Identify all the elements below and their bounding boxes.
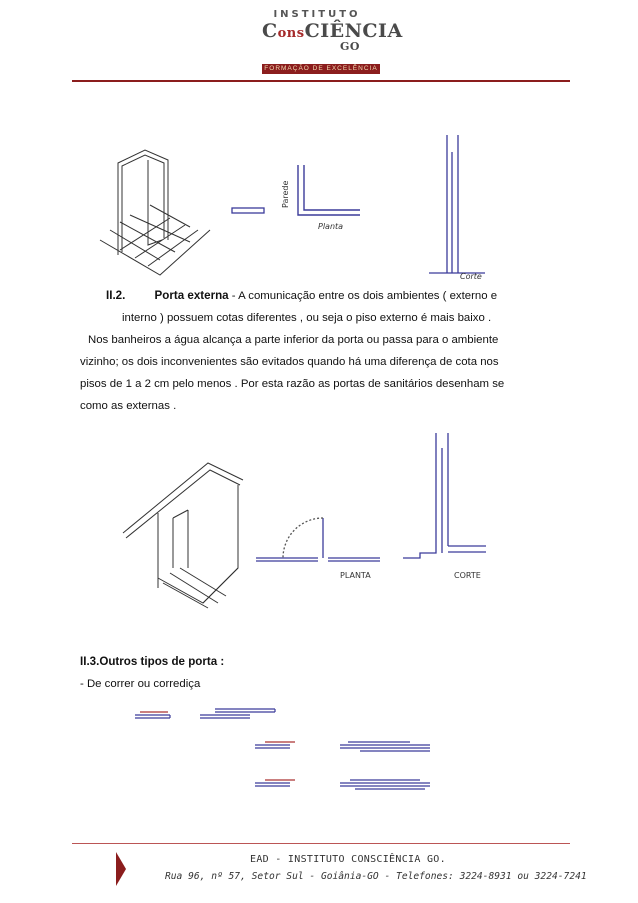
footer-address: Rua 96, nº 57, Setor Sul - Goiânia-GO - Telefones: 3224-8931 ou 3224-7241 <box>165 871 587 882</box>
section-2-line6: como as externas . <box>80 400 177 412</box>
figure-sliding-doors <box>130 705 450 805</box>
sliding-door-diagram-6 <box>340 780 430 789</box>
sliding-door-diagram-2 <box>200 709 275 718</box>
section-label: Corte <box>460 272 482 280</box>
section-3-item1: - De correr ou corrediça <box>80 678 201 690</box>
logo-ons: ons <box>277 26 305 41</box>
section-2-number: II.2. <box>106 289 126 302</box>
wall-label: Parede <box>281 180 290 208</box>
section-2-line3: Nos banheiros a água alcança a parte inferior da porta ou passa para o ambiente <box>88 334 499 346</box>
wall-plan-drawing <box>298 165 360 215</box>
external-door-plan <box>256 518 380 561</box>
door-perspective-drawing <box>100 150 210 275</box>
logo-ciencia: CIÊNCIA <box>304 20 403 42</box>
section-2-title: Porta externa <box>154 289 229 302</box>
logo-name <box>262 20 403 53</box>
section-2-line1-text: - A comunicação entre os dois ambientes ( externo e <box>231 290 498 302</box>
plan-label-2: PLANTA <box>340 571 371 580</box>
figure-external-door <box>118 428 498 613</box>
footer-institute: EAD - INSTITUTO CONSCIÊNCIA GO. <box>250 854 446 865</box>
logo-institute-text: INSTITUTO <box>273 9 361 20</box>
section-drawing <box>429 135 485 273</box>
house-perspective-drawing <box>123 463 243 608</box>
section-3-heading: II.3.Outros tipos de porta : <box>80 655 225 668</box>
logo-tagline: FORMAÇÃO DE EXCELÊNCIA <box>262 64 380 74</box>
section-2-line4: vizinho; os dois inconvenientes são evitados quando há uma diferença de cota nos <box>80 356 499 368</box>
logo-go: GO <box>340 40 360 53</box>
figure-internal-door <box>90 130 510 280</box>
header-divider <box>72 80 570 82</box>
sliding-door-diagram-3 <box>255 742 295 748</box>
sliding-door-diagram-4 <box>340 742 430 751</box>
section-label-2: CORTE <box>454 571 481 580</box>
section-2-line2: interno ) possuem cotas diferentes , ou seja o piso externo é mais baixo . <box>122 312 492 324</box>
section-2-line1 <box>106 285 576 307</box>
door-plan-symbol <box>232 208 264 213</box>
external-door-section <box>403 433 486 558</box>
sliding-door-diagram-5 <box>255 780 295 786</box>
footer-arrow-icon <box>116 852 126 886</box>
footer-divider <box>72 843 570 844</box>
logo-c: C <box>262 20 278 42</box>
sliding-door-diagram-1 <box>135 712 170 718</box>
plan-label: Planta <box>318 222 344 231</box>
section-2-line5: pisos de 1 a 2 cm pelo menos . Por esta razão as portas de sanitários desenham se <box>80 378 505 390</box>
